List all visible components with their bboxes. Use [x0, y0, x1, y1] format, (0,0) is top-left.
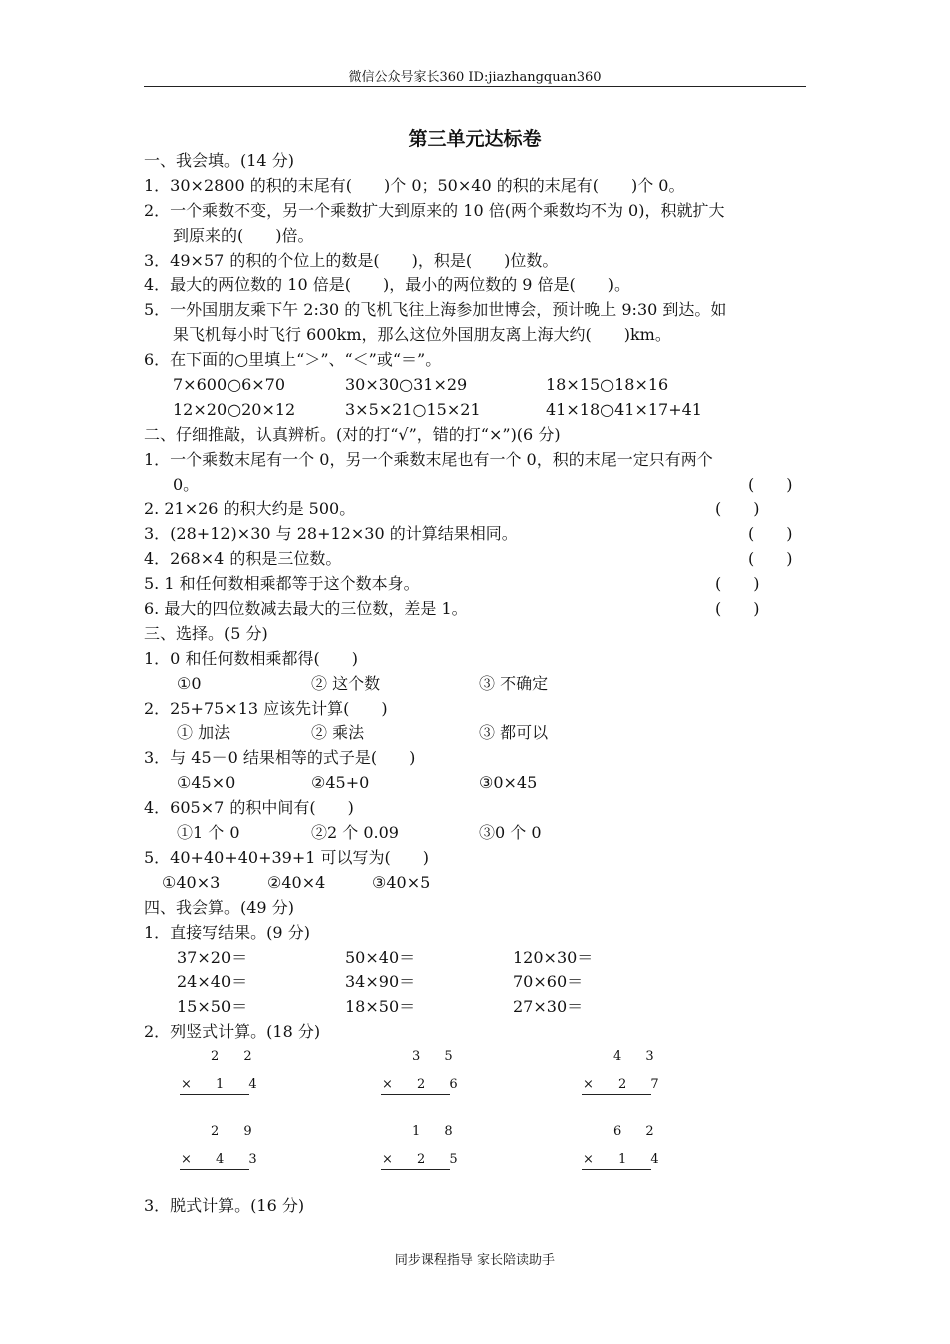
oral-calc-item: 50×40＝	[345, 947, 416, 967]
oral-calc-item: 15×50＝	[177, 997, 248, 1017]
section3-heading: 三、选择。(5 分)	[144, 623, 268, 643]
s2-question-6-text: 6. 最大的四位数减去最大的三位数，差是 1。	[144, 599, 468, 619]
option-row	[144, 721, 808, 746]
s4-part-2: 2．列竖式计算。(18 分)	[144, 1022, 321, 1042]
section2-heading: 二、仔细推敲，认真辨析。(对的打“√”，错的打“×”)(6 分)	[144, 424, 561, 444]
compare-row	[144, 398, 808, 423]
s2-question-1-cont	[144, 473, 808, 498]
option: ① 加法	[177, 723, 231, 743]
s3-question-4: 4．605×7 的积中间有( )	[144, 798, 354, 818]
answer-blank: ( )	[715, 499, 760, 519]
compare-item: 12×20○20×12	[173, 399, 296, 419]
vertical-rule	[180, 1169, 249, 1170]
compare-item: 3×5×21○15×21	[345, 399, 481, 419]
s3-question-1: 1．0 和任何数相乘都得( )	[144, 648, 358, 668]
vertical-bottom: × 2 7	[583, 1077, 669, 1092]
s2-question-3-text: 3．(28+12)×30 与 28+12×30 的计算结果相同。	[144, 524, 518, 544]
option: ③0 个 0	[479, 823, 542, 843]
compare-item: 30×30○31×29	[345, 375, 468, 395]
s1-question-6: 6．在下面的○里填上“＞”、“＜”或“＝”。	[144, 350, 442, 370]
oral-calc-item: 18×50＝	[345, 997, 416, 1017]
vertical-rule	[381, 1094, 450, 1095]
header-divider	[144, 86, 806, 87]
option: ①45×0	[177, 773, 236, 793]
answer-blank: ( )	[715, 574, 760, 594]
vertical-bottom: × 1 4	[583, 1152, 669, 1167]
option: ①40×3	[162, 872, 221, 892]
section4-heading: 四、我会算。(49 分)	[144, 897, 294, 917]
oral-calc-row	[144, 995, 808, 1020]
section1-heading: 一、我会填。(14 分)	[144, 151, 294, 170]
oral-calc-item: 27×30＝	[513, 997, 584, 1017]
option: ③0×45	[479, 773, 538, 793]
s1-question-2: 2．一个乘数不变，另一个乘数扩大到原来的 10 倍(两个乘数均不为 0)，积就扩大	[144, 200, 725, 220]
s4-part-1: 1．直接写结果。(9 分)	[144, 922, 310, 942]
s2-question-1-text: 0。	[173, 474, 200, 494]
s2-question-4-text: 4．268×4 的积是三位数。	[144, 549, 342, 569]
worksheet-body	[144, 149, 808, 1045]
vertical-bottom: × 4 3	[181, 1152, 267, 1167]
oral-calc-item: 37×20＝	[177, 947, 248, 967]
option: ③ 不确定	[479, 673, 549, 693]
s2-question-5	[144, 572, 808, 597]
s3-question-3: 3．与 45－0 结果相等的式子是( )	[144, 748, 416, 768]
vertical-top: 2 9	[211, 1124, 262, 1139]
s2-question-2	[144, 497, 808, 522]
option: ② 乘法	[311, 723, 365, 743]
oral-calc-item: 24×40＝	[177, 972, 248, 992]
s2-question-2-text: 2. 21×26 的积大约是 500。	[144, 499, 356, 519]
oral-calc-item: 120×30＝	[513, 947, 594, 967]
vertical-top: 3 5	[412, 1049, 463, 1064]
vertical-rule	[582, 1169, 651, 1170]
answer-blank: ( )	[748, 474, 793, 494]
answer-blank: ( )	[715, 599, 760, 619]
s3-question-2: 2．25+75×13 应该先计算( )	[144, 698, 388, 718]
option: ③ 都可以	[479, 723, 549, 743]
s4-part-3: 3．脱式计算。(16 分)	[144, 1196, 305, 1215]
option: ②45+0	[311, 773, 370, 793]
s2-question-5-text: 5. 1 和任何数相乘都等于这个数本身。	[144, 574, 420, 594]
s2-question-6	[144, 597, 808, 622]
oral-calc-item: 70×60＝	[513, 972, 584, 992]
vertical-bottom: × 1 4	[181, 1077, 267, 1092]
page-footer: 同步课程指导 家长陪读助手	[394, 1253, 556, 1268]
oral-calc-row	[144, 970, 808, 995]
vertical-rule	[582, 1094, 651, 1095]
s1-question-3: 3．49×57 的积的个位上的数是( )，积是( )位数。	[144, 250, 559, 270]
answer-blank: ( )	[748, 524, 793, 544]
vertical-bottom: × 2 5	[382, 1152, 468, 1167]
s2-question-1: 1．一个乘数末尾有一个 0，另一个乘数末尾也有一个 0，积的末尾一定只有两个	[144, 449, 713, 469]
option: ②2 个 0.09	[311, 823, 399, 843]
s2-question-4	[144, 547, 808, 572]
vertical-top: 4 3	[613, 1049, 664, 1064]
s2-question-3	[144, 522, 808, 547]
vertical-top: 1 8	[412, 1124, 463, 1139]
oral-calc-row	[144, 946, 808, 971]
vertical-top: 6 2	[613, 1124, 664, 1139]
option: ②40×4	[267, 872, 326, 892]
s1-question-4: 4．最大的两位数的 10 倍是( )，最小的两位数的 9 倍是( )。	[144, 275, 631, 295]
s1-question-5: 5．一外国朋友乘下午 2:30 的飞机飞往上海参加世博会，预计晚上 9:30 到达。如	[144, 300, 727, 320]
vertical-bottom: × 2 6	[382, 1077, 468, 1092]
s1-question-1: 1．30×2800 的积的末尾有( )个 0；50×40 的积的末尾有( )个 0。	[144, 175, 685, 195]
option-row	[144, 871, 808, 896]
s3-question-5: 5．40+40+40+39+1 可以写为( )	[144, 847, 429, 867]
vertical-top: 2 2	[211, 1049, 262, 1064]
option: ② 这个数	[311, 673, 381, 693]
vertical-rule	[180, 1094, 249, 1095]
page-title: 第三单元达标卷	[408, 128, 542, 150]
option-row	[144, 821, 808, 846]
compare-row	[144, 373, 808, 398]
vertical-rule	[381, 1169, 450, 1170]
page-header: 微信公众号家长360 ID:jiazhangquan360	[348, 70, 602, 85]
option: ①1 个 0	[177, 823, 240, 843]
compare-item: 7×600○6×70	[173, 375, 286, 395]
s1-question-5-cont: 果飞机每小时飞行 600km，那么这位外国朋友离上海大约( )km。	[173, 325, 671, 345]
option-row	[144, 672, 808, 697]
compare-item: 41×18○41×17+41	[546, 399, 702, 419]
option-row	[144, 771, 808, 796]
compare-item: 18×15○18×16	[546, 375, 669, 395]
option: ①0	[177, 673, 202, 693]
s1-question-2-cont: 到原来的( )倍。	[173, 225, 314, 245]
option: ③40×5	[372, 872, 431, 892]
oral-calc-item: 34×90＝	[345, 972, 416, 992]
answer-blank: ( )	[748, 549, 793, 569]
